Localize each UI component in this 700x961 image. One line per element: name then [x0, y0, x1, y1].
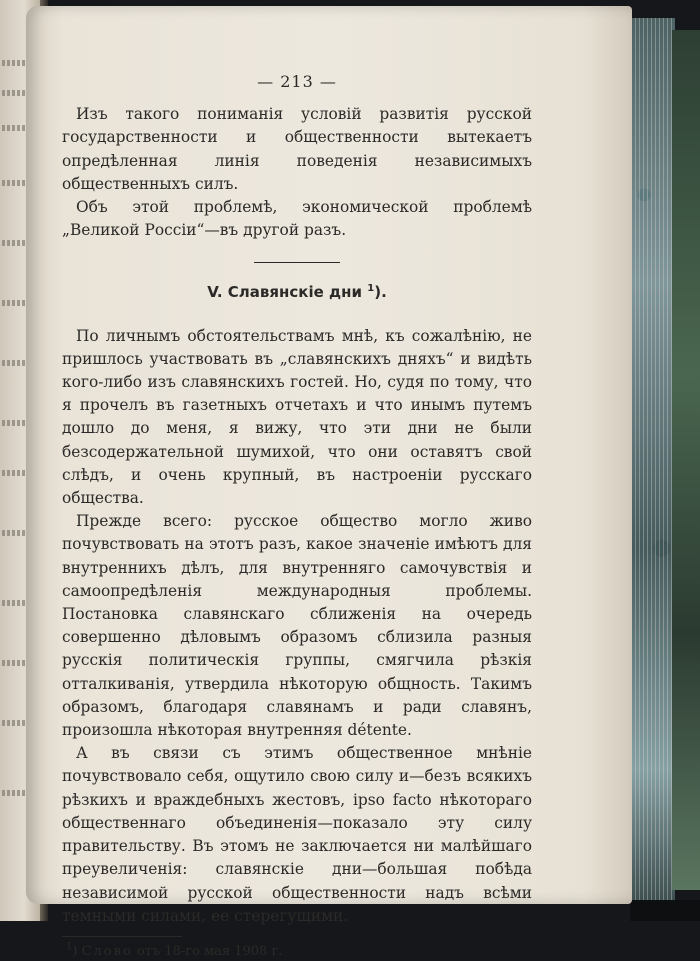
- footnote-divider: [62, 936, 182, 937]
- book-cover-edge: [672, 30, 700, 890]
- footnote: $^1$) Слово отъ 18-го мая 1908 г.: [66, 941, 283, 959]
- footnote-source: Слово: [81, 943, 133, 959]
- cover-corner: [630, 900, 700, 921]
- footnote-date: отъ 18-го мая 1908 г.: [136, 943, 283, 959]
- page-text: [62, 70, 532, 961]
- body-paragraph: По личнымъ обстоятельствамъ мнѣ, къ сожалѣнію, не пришлось участвовать въ „славянскихъ дняхъ“ и видѣть кого-либо изъ славянскихъ гостей. Но, судя по тому, что я прочелъ въ газетныхъ отчетахъ и что инымъ путемъ дошло до меня, я вижу, что эти дни не были безсодержательной шумихой, что они оставятъ свой слѣдъ, и очень крупный, въ настроеніи русскаго общества.: [62, 326, 532, 508]
- section-divider: [254, 262, 340, 263]
- page-edges: [628, 18, 675, 902]
- intro-paragraph: Изъ такого пониманія условій развитія русской государственности и общественности вытекаетъ опредѣленная линія поведенія независимыхъ общественныхъ силъ.: [62, 105, 532, 193]
- body-paragraph: Прежде всего: русское общество могло живо почувствовать на этотъ разъ, какое значеніе имѣютъ для внутреннихъ дѣлъ, для внутренняго самочувствія и самоопредѣленія международныя проблемы. Постановка славянскаго сближенія на очередь совершенно дѣловымъ образомъ сблизила разныя русскія политическія группы, смягчила рѣзкія отталкиванія, утвердила нѣкоторую общность. Такимъ образомъ, благодаря славянамъ и ради славянъ, произошла нѣкоторая внутренняя détente.: [62, 512, 532, 740]
- intro-paragraph: Объ этой проблемѣ, экономической проблемѣ „Великой Россіи“—въ другой разъ.: [62, 198, 532, 240]
- body-paragraph: А въ связи съ этимъ общественное мнѣніе почувствовало себя, ощутило свою силу и—безъ всякихъ рѣзкихъ и враждебныхъ жестовъ, ipso facto нѣкотораго общественнаго объединенія—показало эту силу правительству. Въ этомъ не заключается ни малѣйшаго преувеличенія: славянскіе дни—большая побѣда независимой русской общественности надъ всѣми темными силами, ее стерегущими.: [62, 744, 532, 925]
- section-title: V. Славянскіе дни $^1$).: [207, 283, 387, 302]
- footnote-reference: 1: [367, 283, 375, 295]
- page-number: — 213 —: [257, 72, 337, 91]
